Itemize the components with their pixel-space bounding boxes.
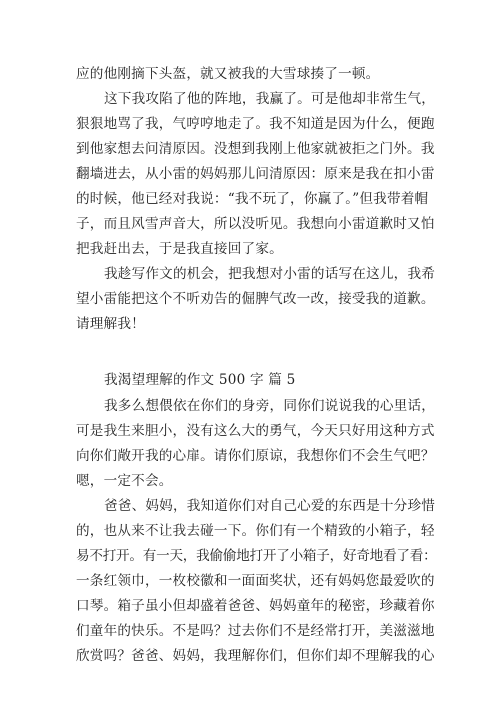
paragraph-line: 到他家想去问清原因。没想到我刚上他家就被拒之门外。我 — [76, 141, 435, 157]
paragraph-line: 把我赶出去，于是我直接回了家。 — [76, 241, 283, 257]
paragraph-line: 欣赏吗？爸爸、妈妈，我理解你们，但你们却不理解我的心 — [76, 648, 435, 664]
section-heading: 我渴望理解的作文 500 字 篇 5 — [104, 372, 296, 388]
paragraph-line: 口琴。箱子虽小但却盛着爸爸、妈妈童年的秘密，珍藏着你 — [76, 598, 435, 614]
paragraph-line: 嗯，一定不会。 — [76, 473, 173, 489]
paragraph-line: 们童年的快乐。不是吗？过去你们不是经常打开，美滋滋地 — [76, 623, 435, 639]
paragraph-line: 子，而且风雪声音大，所以没听见。我想向小雷道歉时又怕 — [76, 216, 435, 232]
paragraph-line: 可是我生来胆小，没有这么大的勇气，今天只好用这种方式 — [76, 423, 435, 439]
paragraph-line: 翻墙进去，从小雷的妈妈那儿问清原因：原来是我在扣小雷 — [76, 166, 435, 182]
paragraph-line: 易不打开。有一天，我偷偷地打开了小箱子，好奇地看了看： — [76, 548, 437, 564]
paragraph-line: 我多么想偎依在你们的身旁，同你们说说我的心里话， — [104, 398, 436, 414]
paragraph-line: 请理解我！ — [76, 316, 145, 332]
paragraph-line: 爸爸、妈妈，我知道你们对自己心爱的东西是十分珍惜 — [104, 498, 436, 514]
paragraph-line: 这下我攻陷了他的阵地，我赢了。可是他却非常生气， — [104, 91, 436, 107]
paragraph-line: 向你们敞开我的心扉。请你们原谅，我想你们不会生气吧？ — [76, 448, 435, 464]
paragraph-line: 望小雷能把这个不听劝告的倔脾气改一改，接受我的道歉。 — [76, 291, 435, 307]
paragraph-line: 狠狠地骂了我，气哼哼地走了。我不知道是因为什么，便跑 — [76, 116, 435, 132]
paragraph-line: 的，也从来不让我去碰一下。你们有一个精致的小箱子，轻 — [76, 523, 435, 539]
paragraph-line: 应的他刚摘下头盔，就又被我的大雪球揍了一顿。 — [76, 66, 380, 82]
paragraph-line: 一条红领巾，一枚校徽和一面面奖状，还有妈妈您最爱吹的 — [76, 573, 435, 589]
paragraph-line: 的时候，他已经对我说：“我不玩了，你赢了。”但我带着帽 — [76, 191, 429, 207]
paragraph-line: 我趁写作文的机会，把我想对小雷的话写在这儿，我希 — [104, 266, 436, 282]
